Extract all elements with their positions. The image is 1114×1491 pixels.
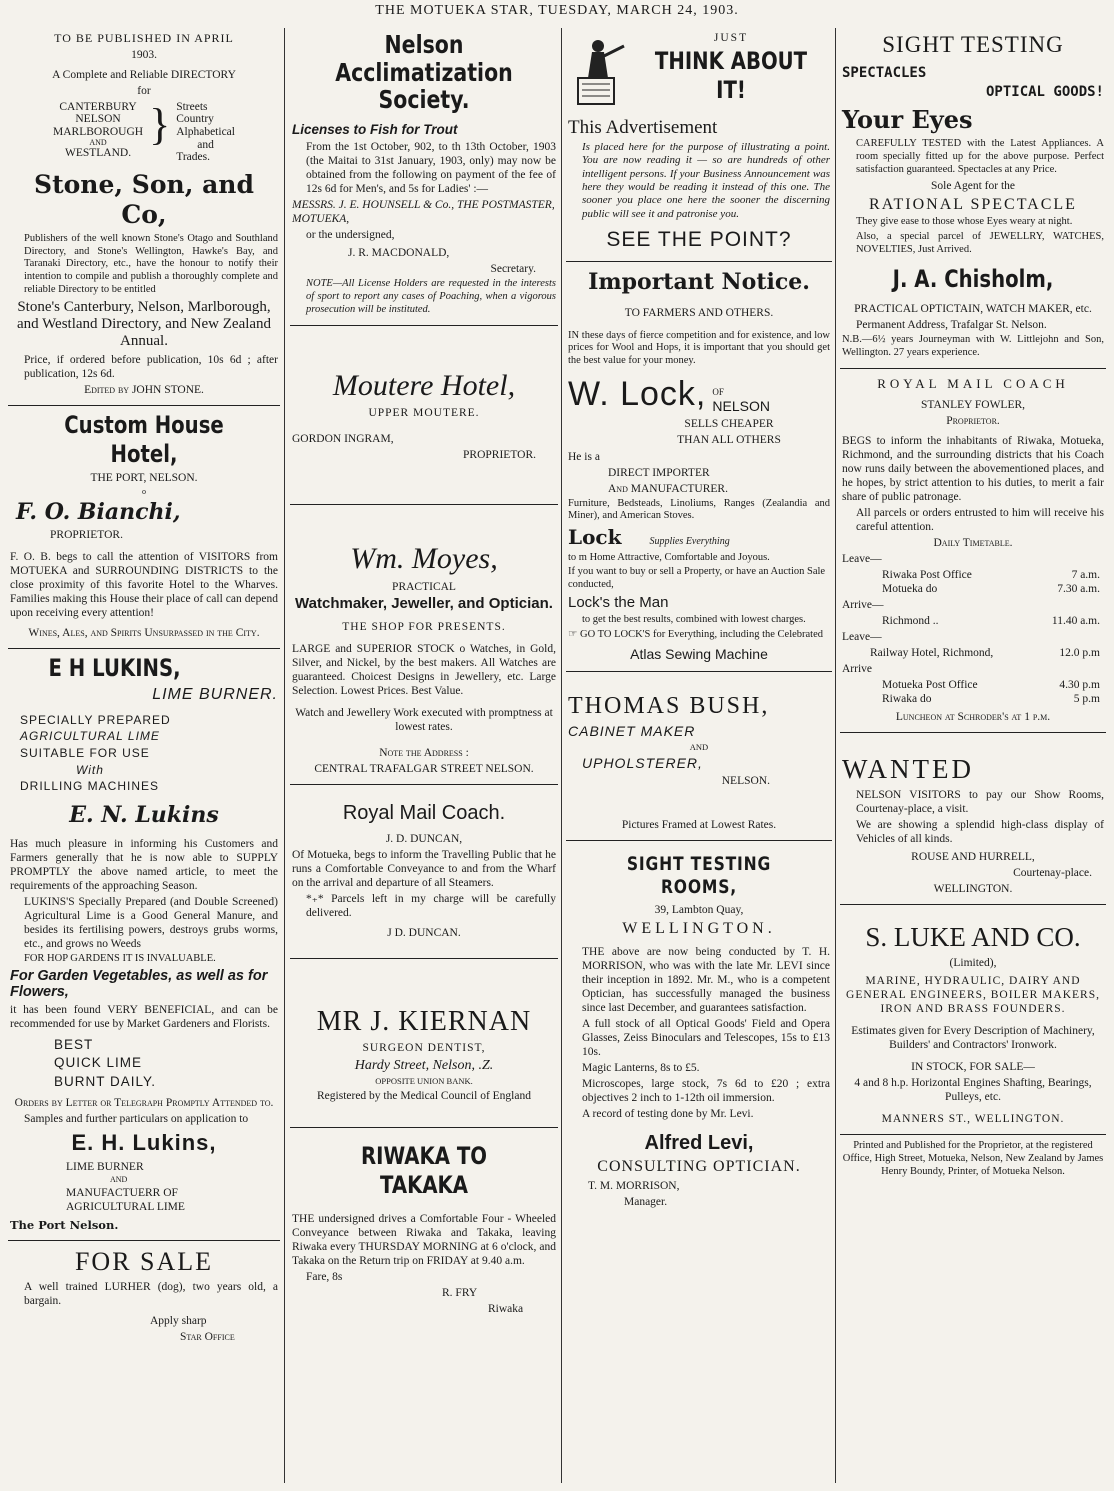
luke-name: S. LUKE AND CO.: [865, 921, 1081, 952]
directory-year: 1903.: [131, 48, 157, 61]
kiernan-ad: [290, 959, 558, 1128]
moutere-role: PROPRIETOR.: [463, 449, 536, 462]
separator: o: [142, 487, 146, 497]
levi-role: CONSULTING OPTICIAN.: [597, 1158, 801, 1176]
pointing-hand-icon: ☞: [568, 629, 581, 641]
moyes-ad: [290, 505, 558, 785]
acclim-secretary: Secretary.: [490, 263, 536, 276]
column-1: [8, 26, 280, 1486]
lock-the-man: Lock's the Man: [568, 593, 669, 611]
fowler-heading: ROYAL MAIL COACH: [877, 375, 1069, 391]
lukins-orders: Orders by Letter or Telegraph Promptly Attended to.: [14, 1097, 274, 1110]
sale-apply: Apply sharp: [150, 1314, 207, 1327]
coach-name: Royal Mail Coach.: [342, 802, 506, 825]
bush-trade-1: CABINET MAKER: [568, 723, 696, 740]
rooms-body-3: Magic Lanterns, 8s to £5.: [582, 1061, 700, 1074]
acclim-or: or the undersigned,: [306, 229, 395, 242]
moutere-owner: GORDON INGRAM,: [292, 433, 394, 446]
lock-auction: If you want to buy or sell a Property, or have an Auction Sale conducted,: [568, 566, 826, 591]
acclim-agents: MESSRS. J. E. HOUNSELL & Co., THE POSTMASTER, MOTUEKA,: [292, 199, 555, 226]
chisholm-heading: SIGHT TESTING: [882, 32, 1064, 57]
levi-name: Alfred Levi,: [644, 1131, 754, 1154]
lock-goto: GO TO LOCK'S for Everything, including the Celebrated: [580, 629, 824, 641]
lukins-ad: [8, 649, 280, 1241]
bush-name: THOMAS BUSH,: [568, 692, 770, 719]
kiernan-address: Hardy Street, Nelson, .Z.: [354, 1058, 494, 1074]
acclim-note: NOTE—All License Holders are requested in the interests of sport to report any cases of Poaching, when a vigorous prosecution will be instituted.: [306, 278, 556, 315]
masthead: THE MOTUEKA STAR, TUESDAY, MARCH 24, 1903.: [375, 3, 739, 18]
lukins-name-3: E. H. Lukins,: [71, 1130, 217, 1156]
pointing-figure-icon: [568, 38, 626, 108]
think-heading: THINK ABOUT IT!: [654, 47, 808, 105]
hotel-name: Custom House Hotel,: [64, 410, 224, 468]
rooms-address: 39, Lambton Quay,: [654, 904, 744, 917]
directory-heading: TO BE PUBLISHED IN APRIL: [54, 31, 234, 45]
column-rule: [284, 28, 285, 1483]
stone-firm-name: Stone, Son, and Co,: [34, 169, 254, 230]
moyes-name: Wm. Moyes,: [350, 542, 498, 576]
wanted-address: Courtenay-place.: [1013, 866, 1092, 879]
lukins-body-4: it has been found VERY BENEFICIAL, and can be recommended for use by Market Gardeners and Florists.: [10, 1003, 278, 1030]
coach-parcels: *₊* Parcels left in my charge will be carefully delivered.: [306, 892, 556, 919]
lukins-garden: For Garden Vegetables, as well as for Flowers,: [10, 967, 268, 1001]
chisholm-spectacles: SPECTACLES: [842, 65, 927, 82]
moyes-address: CENTRAL TRAFALGAR STREET NELSON.: [314, 763, 534, 776]
lukins-body-3: FOR HOP GARDENS IT IS INVALUABLE.: [24, 952, 216, 964]
kiernan-role: SURGEON DENTIST,: [362, 1042, 486, 1055]
lukins-name-2: E. N. Lukins: [69, 801, 219, 828]
lock-atlas: Atlas Sewing Machine: [630, 645, 768, 662]
wanted-firm: ROUSE AND HURRELL,: [911, 850, 1035, 863]
riwaka-place: Riwaka: [488, 1303, 524, 1316]
lock-notice: Important Notice.: [588, 268, 810, 295]
acclim-sub: Licenses to Fish for Trout: [292, 121, 458, 137]
column-rule: [561, 28, 562, 1483]
lukins-body-2: LUKINS'S Specially Prepared (and Double Screened) Agricultural Lime is a Good General Manure, and besides its fertilising powers, destroys grubs worms, etc., and grows no Weeds: [24, 895, 278, 950]
lock-goods: Furniture, Bedsteads, Linoliums, Ranges (Zealandia and Miner), and American Stoves.: [568, 497, 830, 522]
moyes-shop: THE SHOP FOR PRESENTS.: [342, 621, 506, 634]
bush-and: AND: [689, 742, 709, 753]
directory-intro: A Complete and Reliable DIRECTORY: [52, 68, 236, 81]
lock-city: NELSON: [712, 398, 770, 415]
lock-name: W. Lock,: [568, 375, 707, 413]
moyes-repairs: Watch and Jewellery Work executed with promptness at lowest rates.: [295, 707, 553, 734]
lock-he-is: He is a: [568, 450, 600, 463]
directory-regions: CANTERBURY NELSON MARLBOROUGH AND WESTLAND.: [53, 100, 144, 160]
luke-items: 4 and 8 h.p. Horizontal Engines Shafting, Bearings, Pulleys, etc.: [854, 1076, 1092, 1103]
column-rule: [835, 28, 836, 1483]
imprint: Printed and Published for the Proprietor, at the registered Office, High Street, Motueka, Nelson, New Zealand by James Henry Boundy, Printer, of Motueka Nelson.: [842, 1140, 1104, 1177]
acclim-body: From the 1st October, 902, to th 13th October, 1903 (the Maitai to 31st January, 1903, only) may now be obtained from the following on payment of the fee of 12s 6d for Men's, and 5s for Ladies' :—: [306, 140, 556, 196]
levi-manager-title: Manager.: [624, 1195, 668, 1208]
fowler-body: BEGS to inform the inhabitants of Riwaka, Motueka, Richmond, and the surrounding districts that his Coach now runs daily between the abovementioned places, and he hopes, by strict attention to his duties, to merit a fair share of public patronage.: [842, 434, 1104, 503]
lukins-body-1: Has much pleasure in informing his Customers and Farmers generally that he is now able to SUPPLY PROMPTLY the above named article, to meet the requirements of the approaching Season.: [10, 837, 278, 892]
think-about-it-ad: [566, 26, 832, 262]
chisholm-eyes: Your Eyes: [842, 105, 973, 135]
lock-sells-1: SELLS CHEAPER: [684, 418, 774, 431]
rooms-body-2: A full stock of all Optical Goods' Field and Opera Glasses, Zeiss Binoculars and Telescopes, 15s to £13 10s.: [582, 1017, 830, 1058]
wanted-city: WELLINGTON.: [933, 882, 1013, 895]
moutere-hotel-ad: [290, 326, 558, 506]
moyes-note: Note the Address :: [379, 747, 469, 760]
luke-stock: IN STOCK, FOR SALE—: [911, 1060, 1035, 1073]
lock-name-2: Lock: [568, 525, 622, 550]
riwaka-name: RIWAKA TO TAKAKA: [360, 1141, 488, 1199]
chisholm-agent: Sole Agent for the: [931, 179, 1015, 192]
lock-manufacturer: And MANUFACTURER.: [608, 482, 728, 495]
lukins-port: The Port Nelson.: [10, 1217, 119, 1232]
chisholm-role: PRACTICAL OPTICTAIN, WATCH MAKER, etc.: [854, 303, 1092, 316]
chisholm-body-1: CAREFULLY TESTED with the Latest Appliances. A room specially fitted up for the above purpose. Perfect satisfaction guaranteed. Spectacles at any Price.: [856, 138, 1104, 176]
think-just: JUST: [713, 32, 749, 44]
acclimatization-ad: [290, 26, 558, 326]
directory-ad: [8, 26, 280, 406]
lock-sells-2: THAN ALL OTHERS: [677, 434, 781, 447]
directory-editor: Edited by JOHN STONE.: [84, 383, 204, 396]
wanted-body-1: NELSON VISITORS to pay our Show Rooms, Courtenay-place, a visit.: [856, 788, 1104, 815]
chisholm-name: J. A. Chisholm,: [892, 264, 1054, 293]
acclim-name: Nelson Acclimatization Society.: [335, 30, 513, 114]
lock-home: to m Home Attractive, Comfortable and Joyous.: [568, 551, 770, 563]
fowler-parcels: All parcels or orders entrusted to him will receive his careful attention.: [856, 506, 1104, 533]
coach-body: Of Motueka, begs to inform the Travelling Public that he runs a Comfortable Conveyance to and from the Wharf on the arrival and departure of all Steamers.: [292, 848, 556, 889]
lock-importer: DIRECT IMPORTER: [608, 466, 710, 479]
luke-address: MANNERS ST., WELLINGTON.: [881, 1112, 1065, 1125]
wanted-body-2: We are showing a splendid high-class display of Vehicles of all kinds.: [856, 818, 1104, 845]
sale-body: A well trained LURHER (dog), two years old, a bargain.: [24, 1280, 278, 1307]
lock-body: IN these days of fierce competition and for existence, and low prices for Wool and Hops, it is important that you should get the best value for your money.: [568, 329, 830, 367]
rooms-heading: SIGHT TESTING ROOMS,: [626, 852, 772, 898]
coach-signature: J D. DUNCAN.: [387, 926, 461, 939]
directory-price: Price, if ordered before publication, 10s 6d ; after publication, 12s 6d.: [24, 353, 278, 380]
chisholm-nb: N.B.—6½ years Journeyman with W. Littlejohn and Son, Wellington. 27 years experience.: [842, 334, 1104, 358]
directory-sections: Streets Country Alphabetical and Trades.: [176, 100, 235, 164]
rooms-body-4: Microscopes, large stock, 7s 6d to £20 ; extra objectives 2 inch to 1-12th oil immersion.: [582, 1077, 830, 1104]
rooms-body-1: THE above are now being conducted by T. H. MORRISON, who was with the late Mr. LEVI since their inception in 1892. Mr. M., who is a competent Optician, has successfully managed the business since last December, and guarantees satisfaction.: [582, 945, 830, 1014]
bush-trade-2: UPHOLSTERER,: [582, 754, 703, 771]
rooms-city: WELLINGTON.: [622, 920, 776, 938]
hotel-body: F. O. B. begs to call the attention of VISITORS from MOTUEKA and SURROUNDING DISTRICTS to the close proximity of this favorite Hotel to the Wharves. Families making this House their place of call can depend upon receiving every attention!: [10, 550, 278, 619]
riwaka-signature: R. FRY: [442, 1287, 478, 1300]
chisholm-address: Permanent Address, Trafalgar St. Nelson.: [856, 319, 1047, 332]
directory-for: for: [137, 84, 151, 97]
lukins-samples: Samples and further particulars on application to: [24, 1113, 249, 1126]
hotel-wines: Wines, Ales, and Spirits Unsurpassed in the City.: [28, 626, 260, 639]
fowler-role: Proprietor.: [946, 414, 1000, 427]
coach-owner: J. D. DUNCAN,: [385, 832, 463, 845]
column-4: [840, 26, 1106, 1486]
chisholm-body-2: They give ease to those whose Eyes weary at night.: [856, 216, 1073, 228]
rooms-body-5: A record of testing done by Mr. Levi.: [582, 1107, 754, 1120]
kiernan-opposite: OPPOSITE UNION BANK.: [375, 1076, 473, 1087]
hotel-role: PROPRIETOR.: [50, 528, 123, 541]
luke-trade: MARINE, HYDRAULIC, DAIRY AND GENERAL ENGINEERS, BOILER MAKERS, IRON AND BRASS FOUNDERS.: [846, 974, 1100, 1015]
brace-icon: }: [149, 99, 171, 149]
sight-testing-rooms-ad: [566, 841, 832, 1217]
lukins-best: BEST QUICK LIME BURNT DAILY.: [54, 1036, 157, 1089]
directory-regions-block: [10, 101, 278, 164]
riwaka-takaka-ad: [290, 1128, 558, 1325]
royal-mail-coach-duncan-ad: [290, 785, 558, 959]
column-2: [290, 26, 558, 1486]
moyes-body: LARGE and SUPERIOR STOCK o Watches, in Gold, Silver, and Nickel, by the best makers. All Watches are guaranteed. Choicest Designs in Jewellery, etc. Large Selection. Lowest Prices. Best Value.: [292, 643, 556, 698]
acclim-signature: J. R. MACDONALD,: [348, 247, 450, 260]
bush-city: NELSON.: [721, 774, 770, 787]
hotel-owner: F. O. Bianchi,: [16, 498, 181, 525]
royal-mail-coach-fowler-ad: [840, 369, 1106, 733]
for-sale-ad: [8, 1241, 280, 1352]
moutere-name: Moutere Hotel,: [332, 368, 516, 402]
lukins-trade: LIME BURNER.: [152, 686, 278, 704]
lukins-footer: LIME BURNER AND MANUFACTUERR OF AGRICULTURAL LIME: [66, 1161, 185, 1214]
luke-ad: [840, 905, 1106, 1135]
thomas-bush-ad: [566, 672, 832, 841]
think-header: [568, 29, 830, 108]
riwaka-fare: Fare, 8s: [306, 1271, 343, 1284]
think-body: Is placed here for the purpose of illustrating a point. You are now reading it — so are hundreds of other intelligent persons. If your Business Announcement was here they would be reading it instead of this one. The sooner you place one here the sooner the discerning public will see it and patronise you.: [582, 140, 830, 220]
sale-heading: FOR SALE: [74, 1246, 214, 1276]
levi-manager: T. M. MORRISON,: [588, 1179, 680, 1192]
directory-title: Stone's Canterbury, Nelson, Marlborough, and Westland Directory, and New Zealand Annual.: [16, 298, 272, 350]
lock-of: OF: [712, 387, 724, 398]
fowler-luncheon: Luncheon at Schroder's at 1 p.m.: [895, 710, 1051, 723]
fowler-name: STANLEY FOWLER,: [920, 398, 1026, 411]
hotel-place: THE PORT, NELSON.: [90, 472, 198, 485]
luke-limited: (Limited),: [949, 956, 997, 969]
chisholm-body-3: Also, a special parcel of JEWELLRY, WATCHES, NOVELTIES, Just Arrived.: [856, 231, 1104, 255]
moyes-trade: Watchmaker, Jeweller, and Optician.: [295, 594, 553, 612]
wanted-heading: WANTED: [842, 753, 974, 784]
custom-house-hotel-ad: [8, 406, 280, 649]
sale-office: Star Office: [180, 1330, 235, 1343]
riwaka-body: THE undersigned drives a Comfortable Four - Wheeled Conveyance between Riwaka and Takaka, leaving Riwaka every THURSDAY MORNING at 6 o'clock, and Takaka on the Return trip on FRIDAY at 9.40 a.m.: [292, 1213, 556, 1268]
lock-ad: [566, 262, 832, 672]
fowler-timetable: Leave— Riwaka Post Office 7 a.m. Motueka do 7.30 a.m. Arrive— Richmond .. 11.40 a.m. Leave— Railway Hotel, Richmond, 12.0 p.m Arrive Motueka Post Office 4.30 p.m Riwaka do 5 p.m: [842, 552, 1100, 705]
fowler-timetable-title: Daily Timetable.: [933, 536, 1013, 549]
wanted-ad: [840, 733, 1106, 905]
lock-supplies: Supplies Everything: [649, 536, 730, 548]
think-title: This Advertisement: [568, 116, 718, 138]
see-the-point: SEE THE POINT?: [606, 228, 792, 252]
lock-best: to get the best results, combined with lowest charges.: [582, 614, 806, 626]
chisholm-rational: RATIONAL SPECTACLE: [869, 195, 1077, 213]
chisholm-ad: [840, 26, 1106, 369]
kiernan-registered: Registered by the Medical Council of England: [317, 1089, 531, 1102]
bush-frames: Pictures Framed at Lowest Rates.: [621, 818, 777, 831]
moyes-practical: PRACTICAL: [392, 580, 456, 593]
kiernan-name: MR J. KIERNAN: [316, 1005, 532, 1037]
chisholm-optical: OPTICAL GOODS!: [985, 84, 1104, 101]
directory-body: Publishers of the well known Stone's Otago and Southland Directory, and Stone's Wellington, Hawke's Bay, and Taranaki Directory, etc., have the honour to notify their intention to compile and publish a thoroughly complete and reliable Directory to be entitled: [24, 232, 278, 296]
moutere-place: UPPER MOUTERE.: [368, 407, 480, 420]
lukins-specials: SPECIALLY PREPARED AGRICULTURAL LIME SUITABLE FOR USE With DRILLING MACHINES: [20, 712, 171, 794]
lukins-name: E H LUKINS,: [48, 653, 181, 682]
luke-estimates: Estimates given for Every Description of Machinery, Builders' and Contractors' Ironwork.: [851, 1024, 1095, 1051]
column-3: [566, 26, 832, 1486]
lock-to: TO FARMERS AND OTHERS.: [624, 306, 774, 319]
